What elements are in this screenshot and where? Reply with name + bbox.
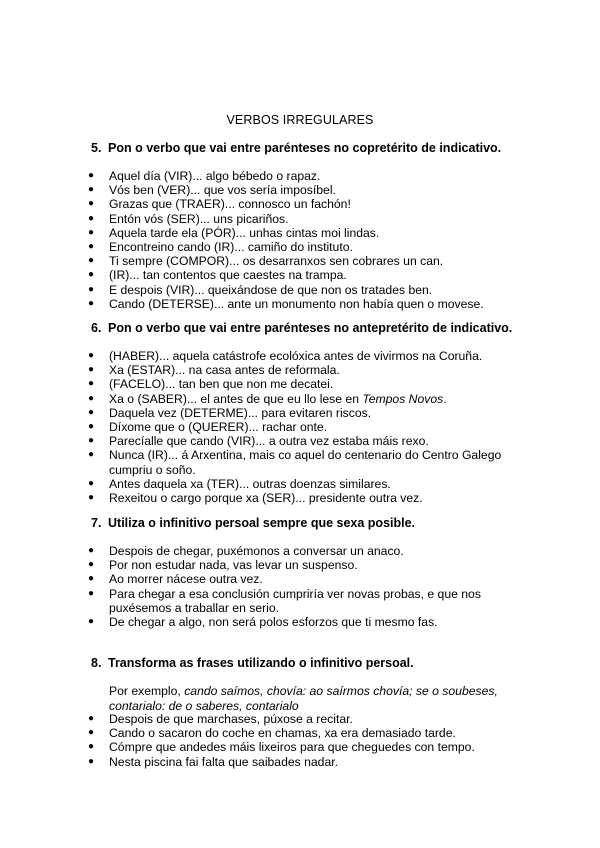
list-item: ● Nunca (IR)... á Arxentina, mais co aquel do centenario do Centro Galego cumpriu o soño. — [88, 448, 502, 477]
bullet-icon: ● — [88, 226, 95, 238]
bullet-icon: ● — [88, 350, 95, 361]
section-number: 7. — [91, 516, 102, 530]
list-item: ● Entón vós (SER)... uns picariños. — [88, 211, 289, 226]
bullet-icon: ● — [88, 378, 95, 390]
section-6-heading — [91, 321, 512, 335]
list-item: ● (HABER)... aquela catástrofe ecolóxica antes de vivirmos na Coruña. — [88, 349, 483, 363]
section-heading-text: Pon o verbo que vai entre parénteses no antepretérito de indicativo. — [108, 321, 513, 335]
bullet-icon: ● — [88, 587, 95, 599]
bullet-icon: ● — [88, 492, 95, 504]
section-5-heading — [91, 141, 501, 155]
bullet-icon: ● — [88, 727, 95, 739]
list-item: ● Rexeitou o cargo porque xa (SER)... presidente outra vez. — [88, 491, 423, 506]
bullet-icon: ● — [88, 435, 95, 447]
section-heading-text: Transforma as frases utilizando o infinitivo persoal. — [108, 656, 414, 670]
section-number: 6. — [91, 321, 102, 335]
section-number: 8. — [91, 656, 102, 670]
list-item: ● Cando o sacaron do coche en chamas, xa era demasiado tarde. — [88, 726, 456, 741]
section-heading-text: Utiliza o infinitivo persoal sempre que sexa posible. — [108, 516, 416, 530]
list-item: ● Díxome que o (QUERER)... rachar onte. — [88, 420, 328, 435]
list-item: ● Para chegar a esa conclusión cumpriría ver novas probas, e que nos puxésemos a traballar en serio. — [88, 586, 481, 615]
bullet-icon: ● — [88, 212, 95, 224]
section-7-list — [0, 544, 600, 629]
list-item: ● Parecíalle que cando (VIR)... a outra vez estaba máis rexo. — [88, 434, 429, 449]
section-8-list — [0, 712, 600, 769]
section-7-heading — [91, 516, 415, 530]
bullet-icon: ● — [88, 241, 95, 253]
bullet-icon: ● — [88, 255, 95, 267]
list-item: ● Cómpre que andedes máis lixeiros para que cheguedes con tempo. — [88, 740, 475, 755]
bullet-icon: ● — [88, 392, 95, 404]
bullet-icon: ● — [88, 269, 95, 281]
bullet-icon: ● — [88, 713, 95, 724]
section-5-list — [0, 169, 600, 311]
list-item: ● (FACELO)... tan ben que non me decatei. — [88, 377, 334, 392]
list-item: ● Ao morrer nácese outra vez. — [88, 572, 263, 587]
list-item: ● Aquel día (VIR)... algo bébedo o rapaz. — [88, 169, 321, 183]
bullet-icon: ● — [88, 184, 95, 196]
bullet-icon: ● — [88, 421, 95, 433]
bullet-icon: ● — [88, 545, 95, 556]
list-item: ● Encontreino cando (IR)... camiño do instituto. — [88, 240, 353, 255]
list-item: ● Ti sempre (COMPOR)... os desarranxos sen cobrares un can. — [88, 254, 444, 269]
list-item: ● Despois de chegar, puxémonos a conversar un anaco. — [88, 544, 404, 558]
list-item: ● Nesta piscina fai falta que saibades nadar. — [88, 754, 339, 769]
section-heading-text: Pon o verbo que vai entre parénteses no copretérito de indicativo. — [108, 141, 502, 155]
bullet-icon: ● — [88, 741, 95, 753]
list-item: ● Xa (ESTAR)... na casa antes de reformala. — [88, 363, 340, 378]
list-item: ● Antes daquela xa (TER)... outras doenzas similares. — [88, 476, 391, 491]
bullet-icon: ● — [88, 283, 95, 295]
list-item: ● De chegar a algo, non será polos esforzos que ti mesmo fas. — [88, 615, 438, 630]
list-item: ● (IR)... tan contentos que caestes na trampa. — [88, 268, 347, 283]
list-item: ● Daquela vez (DETERME)... para evitaren riscos. — [88, 405, 372, 420]
list-item: ● Xa o (SABER)... el antes de que eu llo lese en Tempos Novos. — [88, 391, 447, 406]
bullet-icon: ● — [88, 406, 95, 418]
bullet-icon: ● — [88, 170, 95, 181]
bullet-icon: ● — [88, 297, 95, 309]
list-item: ● E despois (VIR)... queixándose de que non os tratades ben. — [88, 282, 433, 297]
bullet-icon: ● — [88, 573, 95, 585]
section-6-list — [0, 349, 600, 505]
bullet-icon: ● — [88, 198, 95, 210]
bullet-icon: ● — [88, 364, 95, 376]
section-number: 5. — [91, 141, 102, 155]
list-item: ● Cando (DETERSE)... ante un monumento non había quen o movese. — [88, 296, 484, 311]
list-item: ● Vós ben (VER)... que vos sería imposíbel. — [88, 183, 336, 198]
list-item: ● Aquela tarde ela (PÓR)... unhas cintas moi lindas. — [88, 225, 380, 240]
bullet-icon: ● — [88, 559, 95, 571]
bullet-icon: ● — [88, 616, 95, 628]
list-item: ● Grazas que (TRAER)... connosco un fachón! — [88, 197, 351, 212]
section-8-heading — [91, 656, 414, 670]
document-title: VERBOS IRREGULARES — [226, 113, 374, 127]
example-text: Por exemplo, cando saímos, chovía: ao saírmos chovía; se o soubeses, contarialo: de o saberes, contarialo — [109, 684, 498, 713]
list-item: ● Por non estudar nada, vas levar un suspenso. — [88, 558, 358, 573]
list-item: ● Despois de que marchases, púxose a recitar. — [88, 712, 353, 726]
bullet-icon: ● — [88, 477, 95, 489]
bullet-icon: ● — [88, 449, 95, 461]
bullet-icon: ● — [88, 755, 95, 767]
